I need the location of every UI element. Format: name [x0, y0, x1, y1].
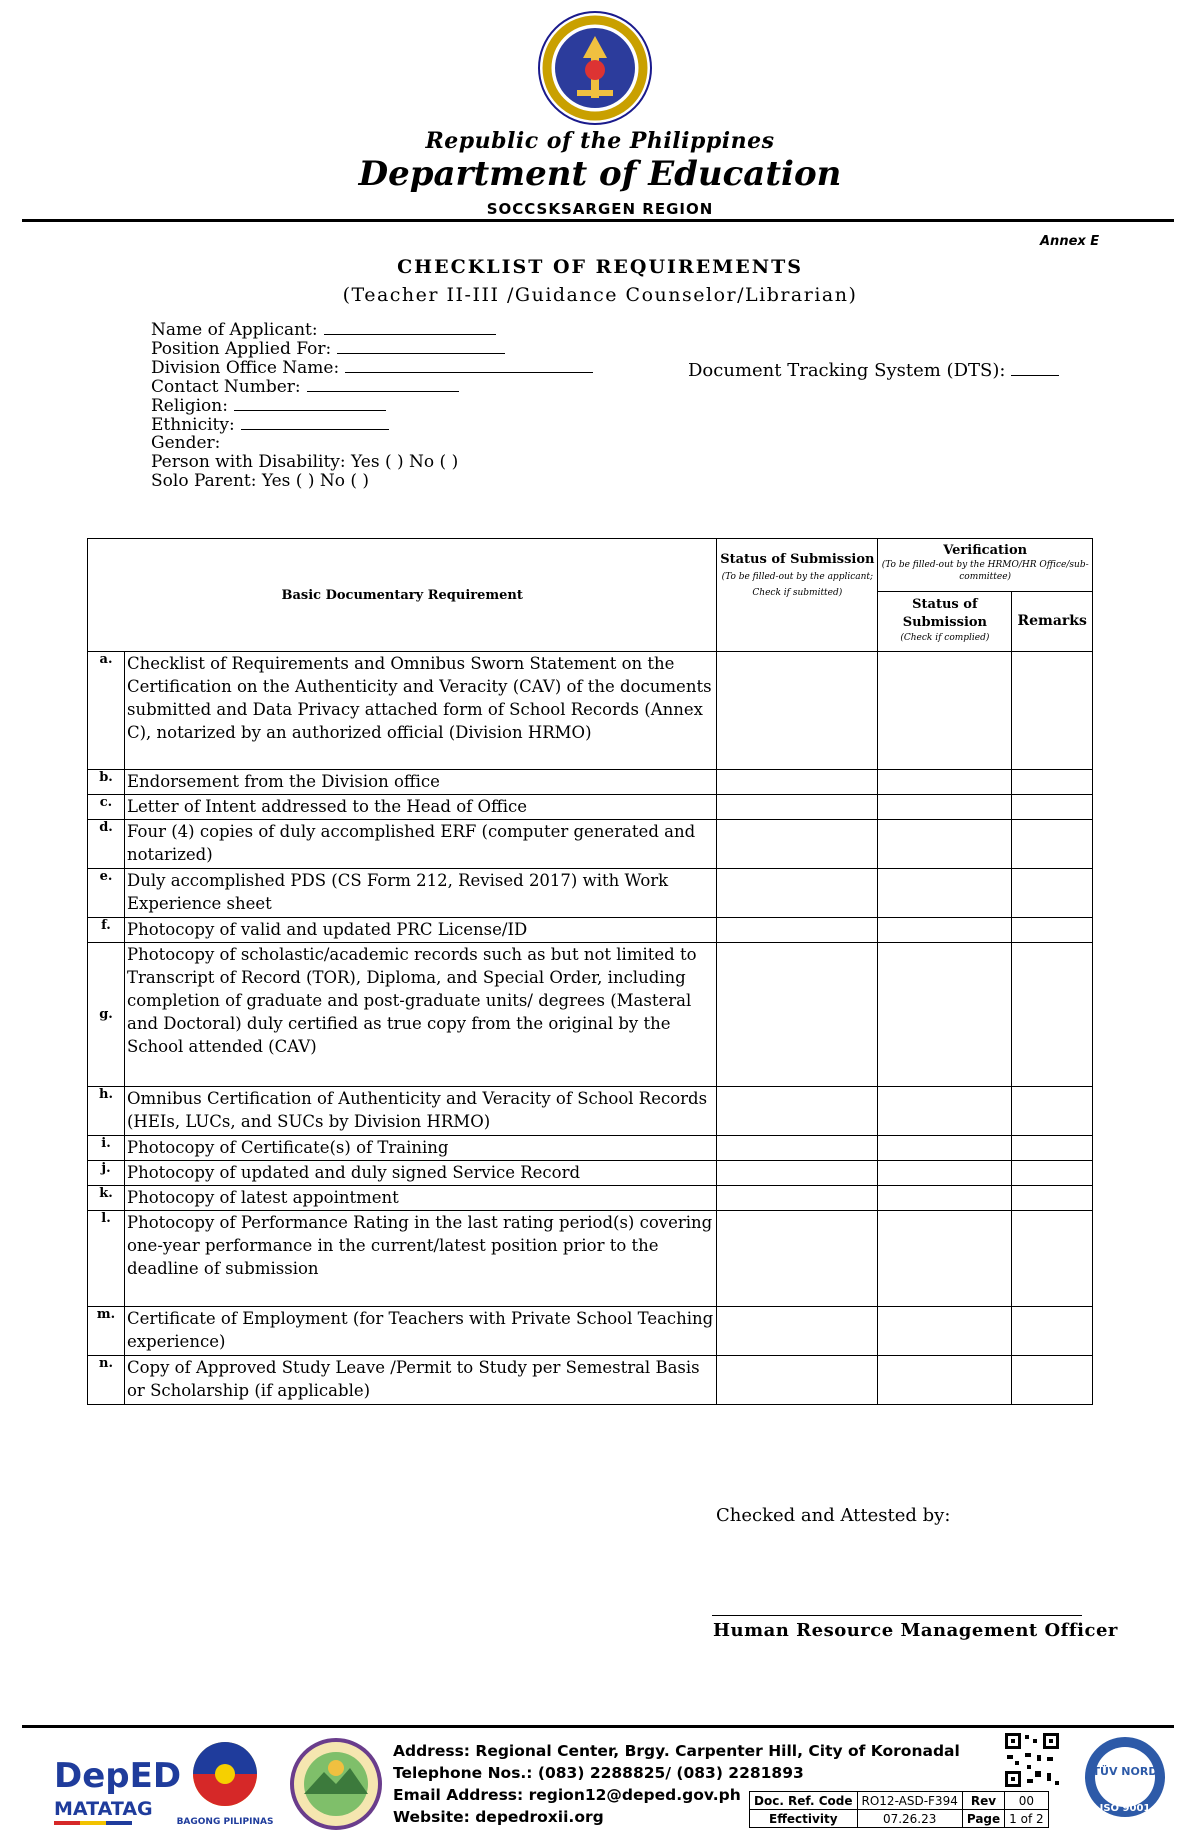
- remarks-cell[interactable]: [1012, 918, 1093, 943]
- status-cell[interactable]: [717, 869, 878, 918]
- row-requirement: Photocopy of Performance Rating in the last rating period(s) covering one-year performance in the current/latest position prior to the deadline of submission: [125, 1211, 717, 1307]
- table-row: [88, 918, 1093, 943]
- row-letter: a.: [88, 652, 125, 770]
- verification-status-cell[interactable]: [878, 1307, 1012, 1356]
- table-row: [88, 820, 1093, 869]
- verification-status-cell[interactable]: [878, 918, 1012, 943]
- remarks-cell[interactable]: [1012, 1307, 1093, 1356]
- verification-status-cell[interactable]: [878, 943, 1012, 1087]
- row-requirement: Photocopy of valid and updated PRC License/ID: [125, 918, 717, 943]
- checked-attested-label: Checked and Attested by:: [716, 1505, 951, 1526]
- footer-address: Address: Regional Center, Brgy. Carpenter Hill, City of Koronadal: [393, 1742, 960, 1760]
- verification-status-cell[interactable]: [878, 1186, 1012, 1211]
- status-cell[interactable]: [717, 820, 878, 869]
- contact-field[interactable]: [151, 377, 459, 396]
- header-status-note: (To be filled-out by the applicant; Check if submitted): [721, 572, 874, 598]
- footer-telephone: Telephone Nos.: (083) 2288825/ (083) 2281893: [393, 1764, 804, 1782]
- matatag-text: MATATAG: [54, 1798, 153, 1820]
- name-line[interactable]: [324, 320, 496, 335]
- name-field[interactable]: [151, 320, 496, 339]
- row-letter: m.: [88, 1307, 125, 1356]
- verification-status-cell[interactable]: [878, 770, 1012, 795]
- page-value: 1 of 2: [1005, 1810, 1048, 1828]
- verification-status-cell[interactable]: [878, 1136, 1012, 1161]
- remarks-cell[interactable]: [1012, 1136, 1093, 1161]
- iso-text: ISO 9001: [1099, 1803, 1151, 1814]
- footer-divider: [22, 1725, 1174, 1728]
- rev-value: 00: [1005, 1792, 1048, 1810]
- verification-status-cell[interactable]: [878, 1356, 1012, 1405]
- requirements-table: [87, 538, 1093, 1405]
- ethnicity-line[interactable]: [241, 415, 389, 430]
- rev-label: Rev: [962, 1792, 1004, 1810]
- row-letter: b.: [88, 770, 125, 795]
- row-letter: n.: [88, 1356, 125, 1405]
- row-letter: d.: [88, 820, 125, 869]
- position-label: Position Applied For:: [151, 339, 332, 359]
- gender-label: Gender:: [151, 433, 221, 453]
- regional-office-logo: [290, 1738, 382, 1830]
- division-field[interactable]: [151, 358, 593, 377]
- division-label: Division Office Name:: [151, 358, 340, 378]
- doc-ref-label: Doc. Ref. Code: [750, 1792, 858, 1810]
- row-letter: i.: [88, 1136, 125, 1161]
- row-requirement: Letter of Intent addressed to the Head of Office: [125, 795, 717, 820]
- status-cell[interactable]: [717, 1161, 878, 1186]
- gender-field[interactable]: [151, 434, 220, 452]
- table-row: [88, 1356, 1093, 1405]
- verification-status-cell[interactable]: [878, 652, 1012, 770]
- ethnicity-field[interactable]: [151, 415, 389, 434]
- row-requirement: Omnibus Certification of Authenticity and Veracity of School Records (HEIs, LUCs, and SUCs by Division HRMO): [125, 1087, 717, 1136]
- row-requirement: Four (4) copies of duly accomplished ERF (computer generated and notarized): [125, 820, 717, 869]
- row-requirement: Certificate of Employment (for Teachers with Private School Teaching experience): [125, 1307, 717, 1356]
- department-heading: Department of Education: [358, 154, 842, 194]
- table-row: [88, 1161, 1093, 1186]
- row-letter: j.: [88, 1161, 125, 1186]
- header-verification-label: Verification: [943, 543, 1028, 558]
- row-requirement: Photocopy of scholastic/academic records such as but not limited to Transcript of Record (TOR), Diploma, and Special Order, including completion of graduate and post-graduate units/ degrees (Masteral and Doctoral) duly certified as true copy from the original by the School attended (CAV): [125, 943, 717, 1087]
- row-letter: k.: [88, 1186, 125, 1211]
- position-line[interactable]: [337, 339, 505, 354]
- status-cell[interactable]: [717, 795, 878, 820]
- status-cell[interactable]: [717, 652, 878, 770]
- row-requirement: Checklist of Requirements and Omnibus Sworn Statement on the Certification on the Authenticity and Veracity (CAV) of the documents submitted and Data Privacy attached form of School Records (Annex C), notarized by an authorized official (Division HRMO): [125, 652, 717, 770]
- header-ver-status-label: Status of Submission: [902, 597, 988, 630]
- header-remarks: Remarks: [1012, 592, 1093, 652]
- contact-label: Contact Number:: [151, 377, 301, 397]
- table-row: [88, 1087, 1093, 1136]
- status-cell[interactable]: [717, 1211, 878, 1307]
- deped-logo-text: DepED: [54, 1756, 182, 1796]
- row-requirement: Photocopy of latest appointment: [125, 1186, 717, 1211]
- table-row: [88, 1307, 1093, 1356]
- status-cell[interactable]: [717, 918, 878, 943]
- row-letter: h.: [88, 1087, 125, 1136]
- bagong-pilipinas-text: BAGONG PILIPINAS: [176, 1817, 274, 1827]
- remarks-cell[interactable]: [1012, 770, 1093, 795]
- remarks-cell[interactable]: [1012, 943, 1093, 1087]
- row-requirement: Photocopy of updated and duly signed Service Record: [125, 1161, 717, 1186]
- footer-website[interactable]: Website: depedroxii.org: [393, 1808, 604, 1826]
- row-requirement: Copy of Approved Study Leave /Permit to Study per Semestral Basis or Scholarship (if applicable): [125, 1356, 717, 1405]
- header-status-label: Status of Submission: [720, 552, 875, 567]
- bagong-pilipinas-logo: [175, 1738, 275, 1830]
- religion-field[interactable]: [151, 396, 386, 415]
- remarks-cell[interactable]: [1012, 1087, 1093, 1136]
- remarks-cell[interactable]: [1012, 1356, 1093, 1405]
- row-requirement: Photocopy of Certificate(s) of Training: [125, 1136, 717, 1161]
- row-requirement: Duly accomplished PDS (CS Form 212, Revised 2017) with Work Experience sheet: [125, 869, 717, 918]
- page-label: Page: [962, 1810, 1004, 1828]
- table-row: [88, 770, 1093, 795]
- remarks-cell[interactable]: [1012, 820, 1093, 869]
- row-letter: g.: [88, 943, 125, 1087]
- row-letter: e.: [88, 869, 125, 918]
- header-verification-status: [878, 592, 1012, 652]
- tuv-text: TÜV NORD: [1092, 1765, 1158, 1778]
- status-cell[interactable]: [717, 943, 878, 1087]
- status-cell[interactable]: [717, 1307, 878, 1356]
- status-cell[interactable]: [717, 1087, 878, 1136]
- position-field[interactable]: [151, 339, 505, 358]
- signature-line[interactable]: [712, 1615, 1082, 1616]
- header-ver-status-note: (Check if complied): [900, 633, 990, 643]
- solo-parent-field[interactable]: Solo Parent: Yes ( ) No ( ): [151, 471, 370, 491]
- row-requirement: Endorsement from the Division office: [125, 770, 717, 795]
- remarks-cell[interactable]: [1012, 652, 1093, 770]
- doc-ref-value: RO12-ASD-F394: [857, 1792, 962, 1810]
- status-cell[interactable]: [717, 1356, 878, 1405]
- ethnicity-label: Ethnicity:: [151, 415, 235, 435]
- header-divider: [22, 219, 1174, 222]
- tuv-iso-certification-logo: [1075, 1733, 1175, 1833]
- effectivity-value: 07.26.23: [857, 1810, 962, 1828]
- table-row: [88, 1211, 1093, 1307]
- name-label: Name of Applicant:: [151, 320, 318, 340]
- header-status-submission: [717, 539, 878, 652]
- table-row: [88, 869, 1093, 918]
- verification-status-cell[interactable]: [878, 795, 1012, 820]
- religion-line[interactable]: [234, 396, 386, 411]
- status-cell[interactable]: [717, 1186, 878, 1211]
- division-line[interactable]: [345, 358, 593, 373]
- header-basic-requirement: Basic Documentary Requirement: [88, 539, 717, 652]
- region-heading: SOCCSKSARGEN REGION: [486, 200, 714, 218]
- remarks-cell[interactable]: [1012, 1211, 1093, 1307]
- header-verification-note: (To be filled-out by the HRMO/HR Office/sub-committee): [881, 560, 1089, 582]
- document-title: CHECKLIST OF REQUIREMENTS: [397, 256, 803, 278]
- effectivity-label: Effectivity: [750, 1810, 858, 1828]
- table-row: [88, 1186, 1093, 1211]
- verification-status-cell[interactable]: [878, 820, 1012, 869]
- table-row: [88, 795, 1093, 820]
- table-row: [88, 652, 1093, 770]
- status-cell[interactable]: [717, 770, 878, 795]
- remarks-cell[interactable]: [1012, 1186, 1093, 1211]
- qr-code-icon: [1003, 1731, 1061, 1789]
- table-row: [88, 1136, 1093, 1161]
- annex-label: Annex E: [1040, 234, 1100, 249]
- verification-status-cell[interactable]: [878, 869, 1012, 918]
- religion-label: Religion:: [151, 396, 228, 416]
- table-row: [88, 943, 1093, 1087]
- republic-heading: Republic of the Philippines: [425, 128, 775, 154]
- row-letter: c.: [88, 795, 125, 820]
- pwd-field[interactable]: Person with Disability: Yes ( ) No ( ): [151, 452, 459, 472]
- verification-status-cell[interactable]: [878, 1161, 1012, 1186]
- hrmo-title: Human Resource Management Officer: [713, 1620, 1118, 1641]
- header-verification: [878, 539, 1093, 592]
- dts-field[interactable]: [688, 360, 1059, 381]
- footer-email[interactable]: Email Address: region12@deped.gov.ph: [393, 1786, 741, 1804]
- remarks-cell[interactable]: [1012, 795, 1093, 820]
- row-letter: f.: [88, 918, 125, 943]
- verification-status-cell[interactable]: [878, 1211, 1012, 1307]
- row-letter: l.: [88, 1211, 125, 1307]
- verification-status-cell[interactable]: [878, 1087, 1012, 1136]
- dts-line[interactable]: [1011, 361, 1059, 376]
- remarks-cell[interactable]: [1012, 869, 1093, 918]
- contact-line[interactable]: [307, 377, 459, 392]
- doc-ref-table: [749, 1791, 1049, 1828]
- deped-seal-logo: [537, 10, 653, 126]
- status-cell[interactable]: [717, 1136, 878, 1161]
- deped-matatag-logo: [50, 1745, 182, 1830]
- document-subtitle: (Teacher II-III /Guidance Counselor/Librarian): [342, 284, 858, 306]
- dts-label: Document Tracking System (DTS):: [688, 360, 1006, 381]
- remarks-cell[interactable]: [1012, 1161, 1093, 1186]
